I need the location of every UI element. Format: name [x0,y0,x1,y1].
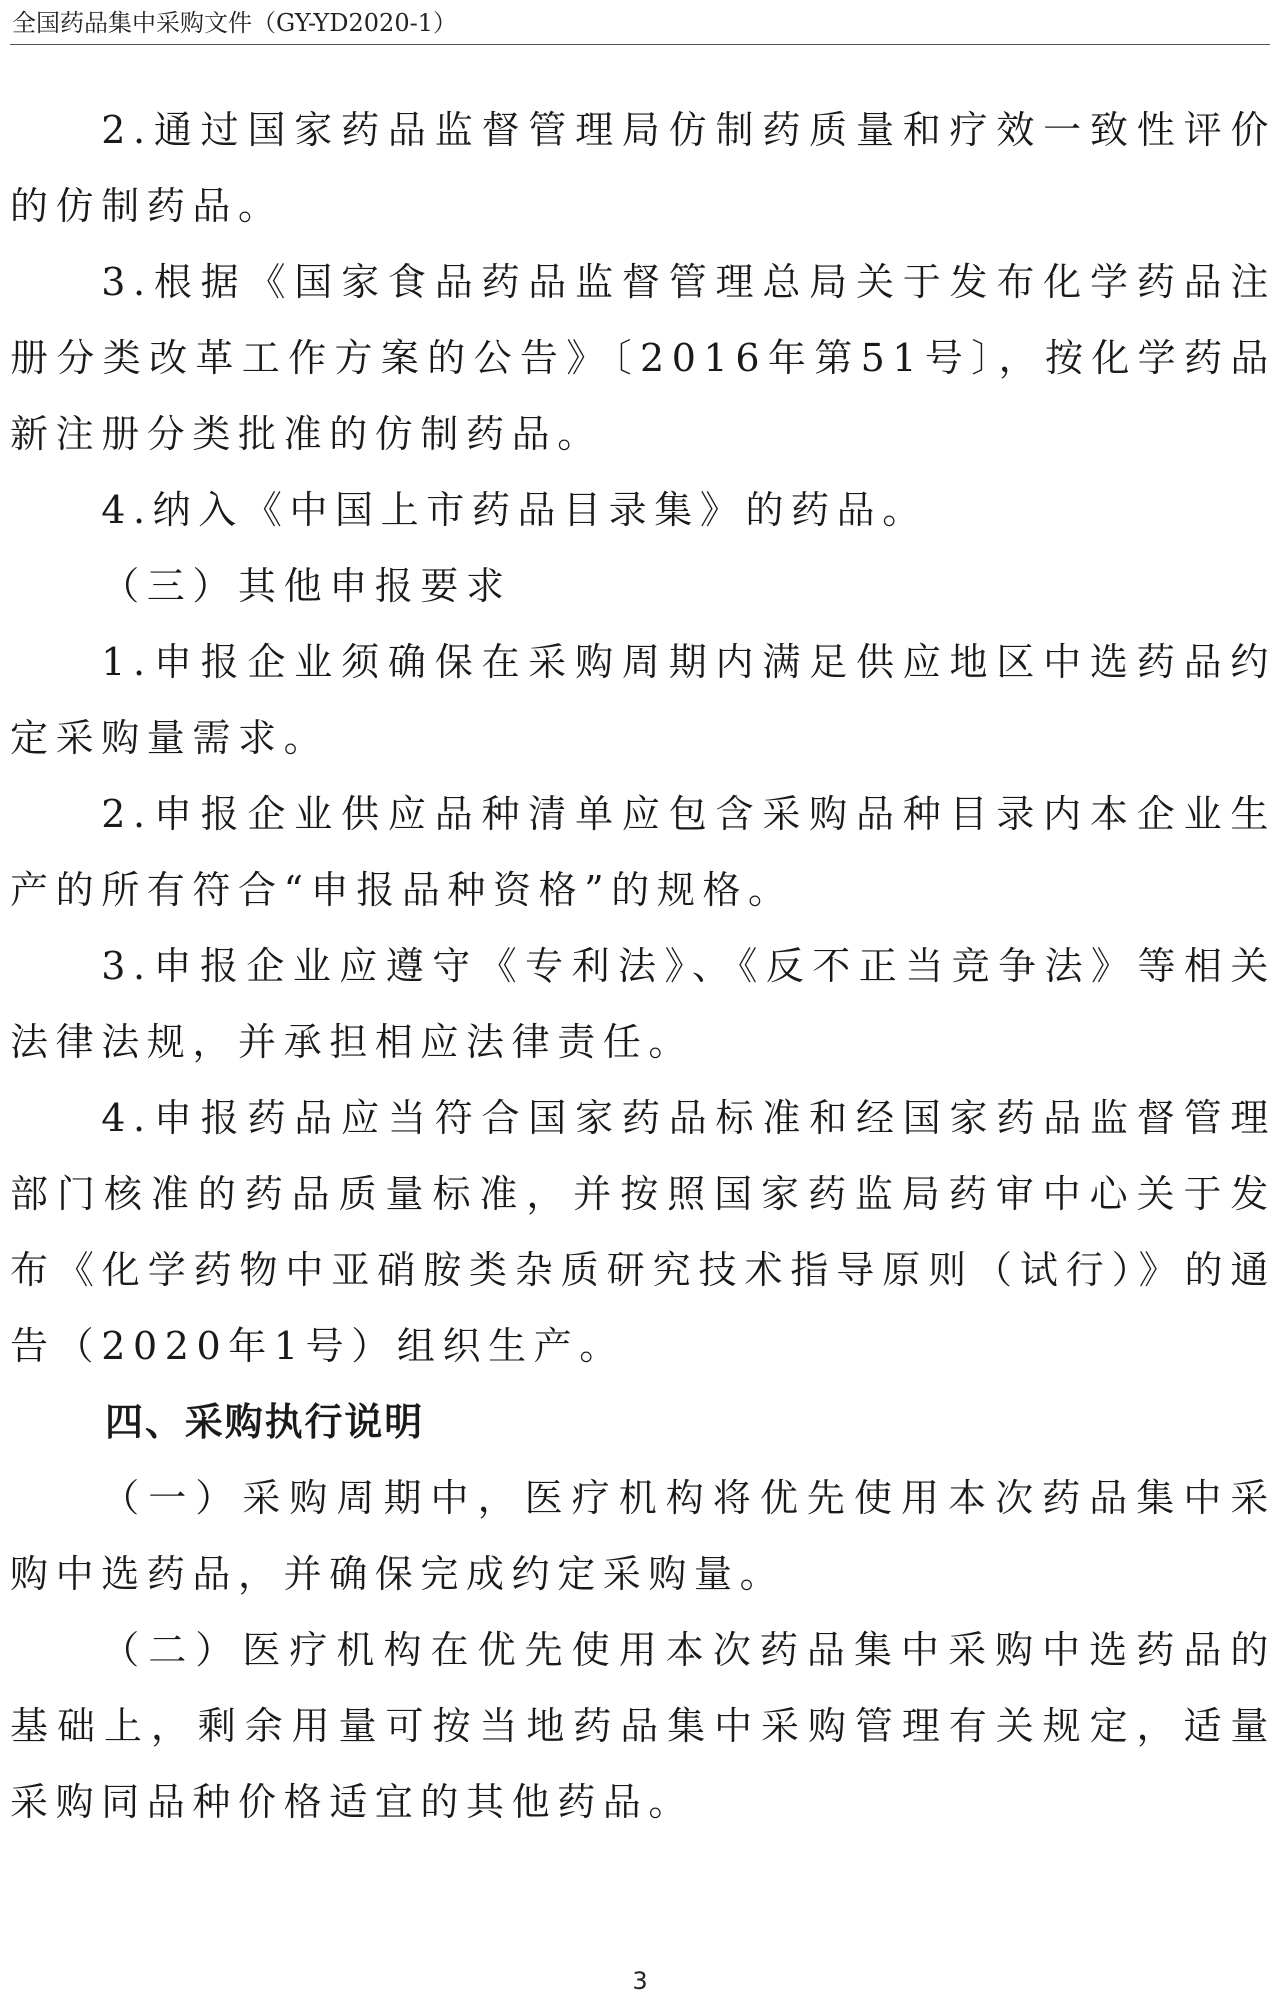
paragraph-execution-2: （二）医疗机构在优先使用本次药品集中采购中选药品的基础上，剩余用量可按当地药品集中采购管理有关规定，适量采购同品种价格适宜的其他药品。 [10,1628,1276,1824]
paragraph-req-4-quality-standards: 4.申报药品应当符合国家药品标准和经国家药品监督管理部门核准的药品质量标准，并按照国家药监局药审中心关于发布《化学药物中亚硝胺类杂质研究技术指导原则（试行）》的通告（2020年1号）组织生产。 [10,1096,1276,1368]
document-header: 全国药品集中采购文件（GY-YD2020-1） [12,9,457,37]
document-body [10,92,1276,1840]
header-divider [10,44,1270,45]
section-heading-procurement-execution: 四、采购执行说明 [105,1400,425,1444]
paragraph-item-3-registration-reform: 3.根据《国家食品药品监督管理总局关于发布化学药品注册分类改革工作方案的公告》〔2016年第51号〕，按化学药品新注册分类批准的仿制药品。 [10,260,1276,456]
paragraph-item-4-drug-catalog: 4.纳入《中国上市药品目录集》的药品。 [101,488,928,532]
paragraph-execution-1: （一）采购周期中，医疗机构将优先使用本次药品集中采购中选药品，并确保完成约定采购量。 [10,1476,1276,1596]
page-number: 3 [632,1967,648,1995]
paragraph-req-3-legal-compliance: 3.申报企业应遵守《专利法》、《反不正当竞争法》等相关法律法规，并承担相应法律责任。 [10,944,1276,1064]
paragraph-item-2-generic-consistency: 2.通过国家药品监督管理局仿制药质量和疗效一致性评价的仿制药品。 [10,108,1276,228]
paragraph-req-2-specifications: 2.申报企业供应品种清单应包含采购品种目录内本企业生产的所有符合“申报品种资格”的规格。 [10,792,1276,912]
paragraph-req-1-supply: 1.申报企业须确保在采购周期内满足供应地区中选药品约定采购量需求。 [10,640,1276,760]
subsection-heading-other-requirements: （三）其他申报要求 [101,564,512,608]
